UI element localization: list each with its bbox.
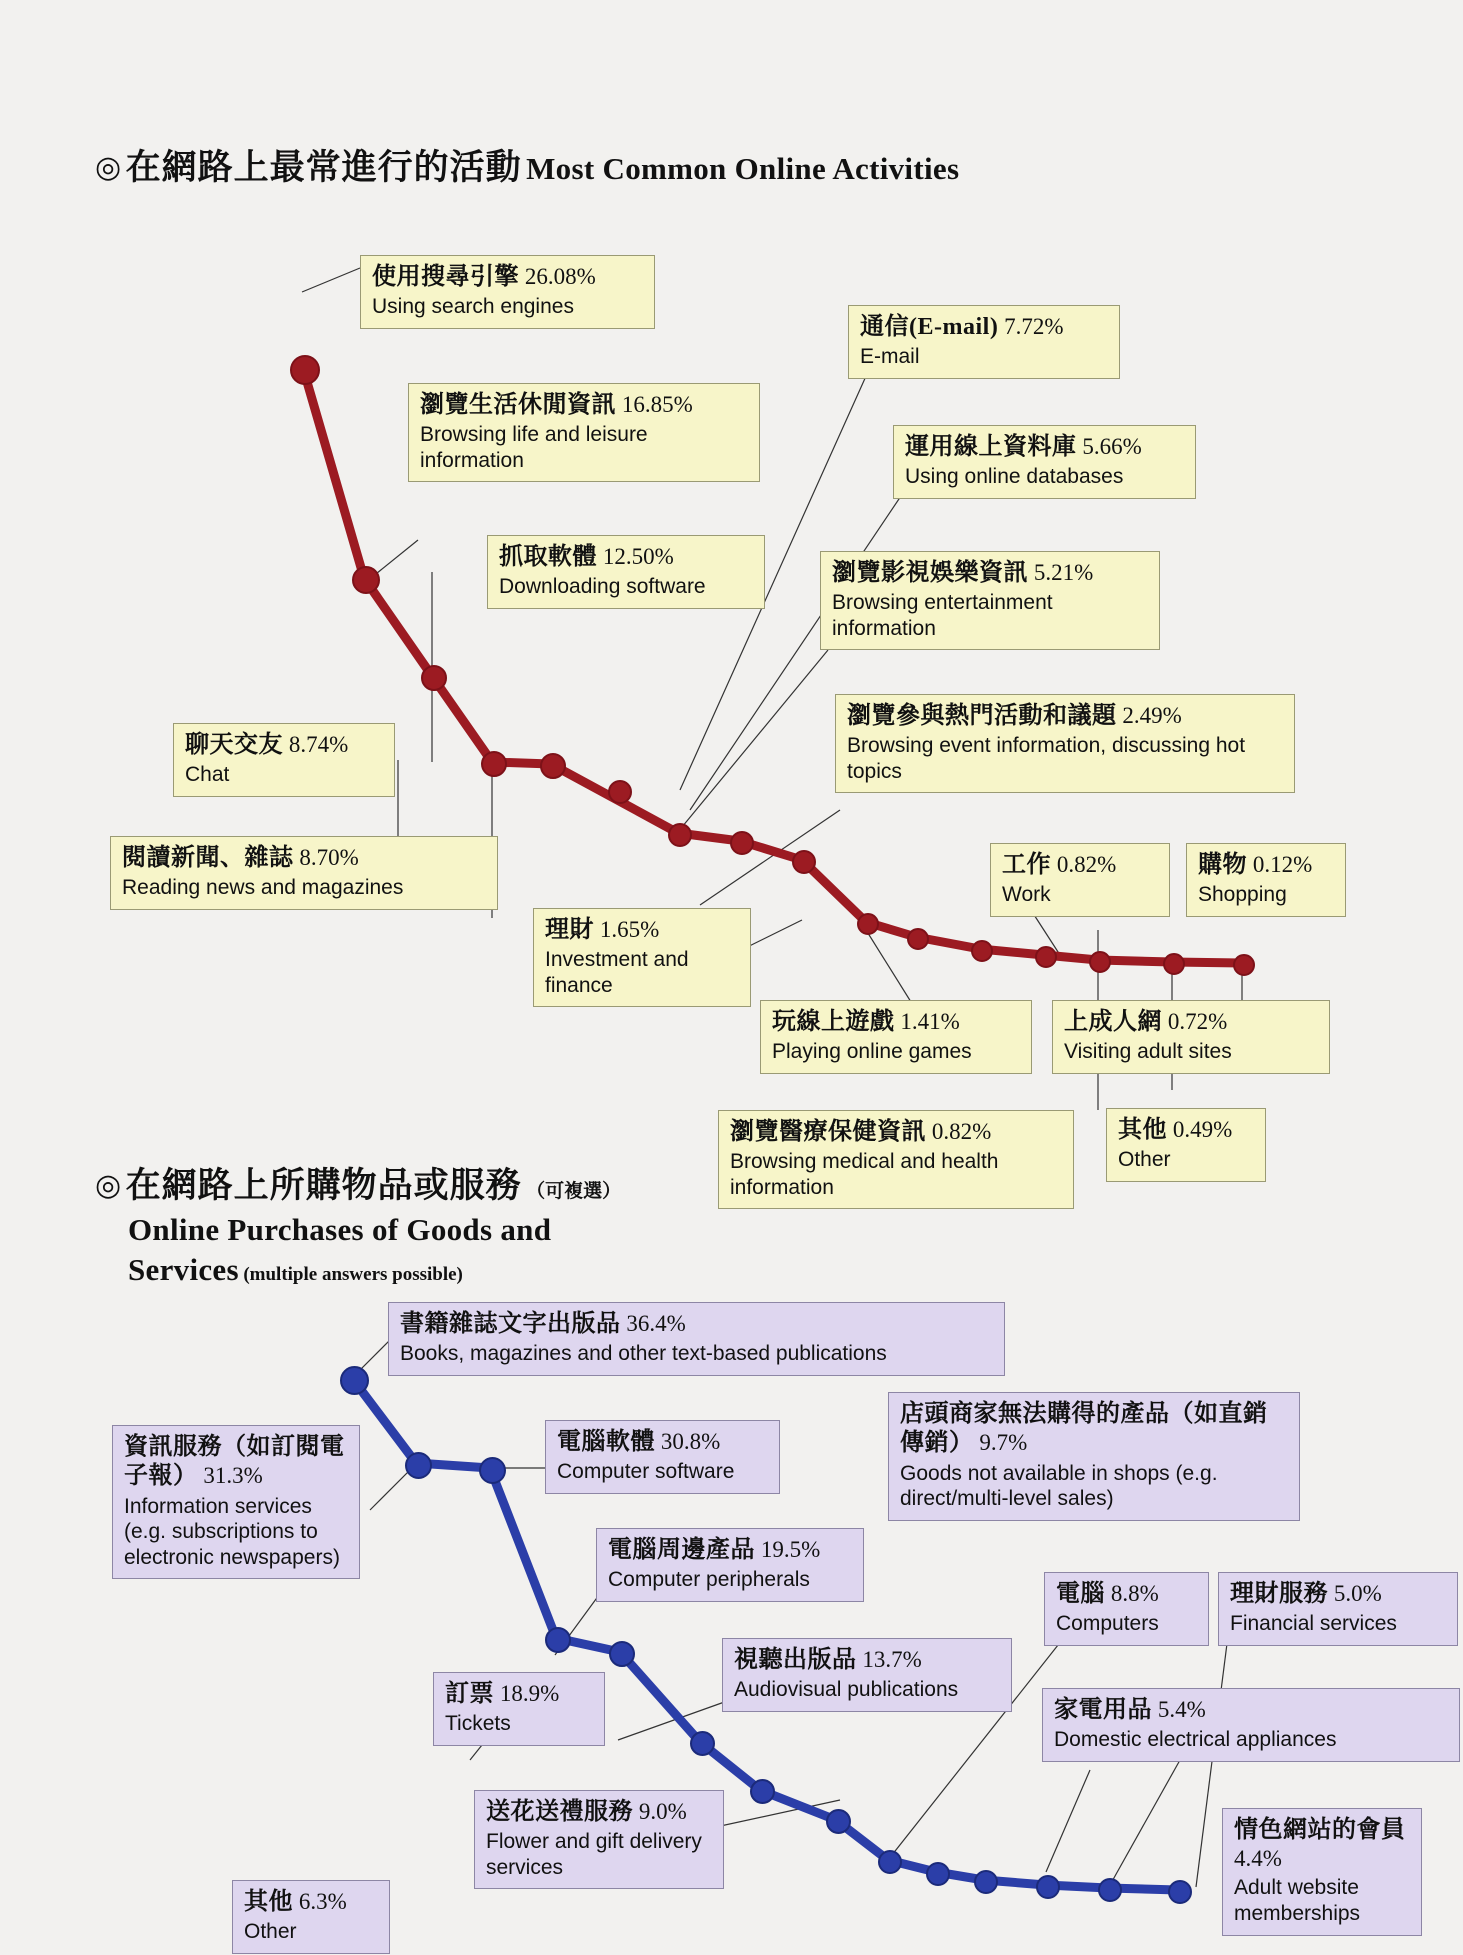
- callout-downloading-software: [487, 535, 765, 609]
- chart2-title-en-line2: Services: [128, 1252, 239, 1287]
- callout-adult-sites: [1052, 1000, 1330, 1074]
- label-en: Computer peripherals: [608, 1568, 810, 1592]
- label-cn: 瀏覽參與熱門活動和議題: [847, 703, 1117, 729]
- data-point: [857, 913, 879, 935]
- callout-using-search-engines: [360, 255, 655, 329]
- callout-information-services: [112, 1425, 360, 1579]
- callout-adult-website-memberships: [1222, 1808, 1422, 1936]
- label-pct: 0.82%: [931, 1119, 992, 1144]
- label-en: Other: [244, 1920, 297, 1944]
- data-point: [540, 753, 566, 779]
- data-point: [907, 928, 929, 950]
- label-cn: 抓取軟體: [499, 544, 597, 570]
- label-pct: 9.0%: [638, 1799, 687, 1824]
- data-point: [1089, 951, 1111, 973]
- label-cn: 書籍雜誌文字出版品: [400, 1311, 621, 1337]
- label-en: Books, magazines and other text-based publications: [400, 1342, 887, 1366]
- label-en: Browsing medical and health information: [730, 1150, 999, 1199]
- callout-investment-finance: [533, 908, 751, 1007]
- label-en: Computer software: [557, 1460, 735, 1484]
- label-en: Work: [1002, 883, 1051, 907]
- label-cn: 電腦: [1056, 1581, 1105, 1607]
- data-point: [690, 1731, 715, 1756]
- label-pct: 12.50%: [602, 544, 674, 569]
- data-point: [1163, 953, 1185, 975]
- label-pct: 5.66%: [1082, 434, 1142, 459]
- data-point: [290, 355, 320, 385]
- label-en: Investment and finance: [545, 948, 689, 997]
- label-en: Tickets: [445, 1712, 511, 1736]
- label-pct: 7.72%: [1004, 314, 1064, 339]
- data-point: [479, 1457, 506, 1484]
- label-cn: 情色網站的會員: [1234, 1817, 1406, 1843]
- label-pct: 8.8%: [1110, 1581, 1159, 1606]
- label-cn: 理財服務: [1230, 1581, 1328, 1607]
- callout-computer-peripherals: [596, 1528, 864, 1602]
- data-point: [609, 1641, 635, 1667]
- label-pct: 5.4%: [1157, 1697, 1206, 1722]
- chart2-title-cn: 在網路上所購物品或服務: [125, 1166, 522, 1205]
- label-en: Audiovisual publications: [734, 1678, 959, 1702]
- callout-computers: [1044, 1572, 1209, 1646]
- label-cn: 運用線上資料庫: [905, 434, 1077, 460]
- data-point: [421, 665, 447, 691]
- chart1-title-cn: 在網路上最常進行的活動: [125, 148, 522, 187]
- label-pct: 9.7%: [979, 1430, 1028, 1456]
- label-en: Using search engines: [372, 295, 574, 319]
- label-en: Goods not available in shops (e.g. direct/multi-level sales): [900, 1461, 1218, 1511]
- label-en: Browsing event information, discussing hot topics: [847, 734, 1246, 783]
- label-pct: 5.0%: [1333, 1581, 1382, 1606]
- label-pct: 2.49%: [1122, 703, 1182, 728]
- label-cn: 其他: [1118, 1117, 1167, 1143]
- bullet-icon-2: ◎: [95, 1169, 122, 1202]
- label-en: Browsing life and leisure information: [420, 423, 648, 472]
- label-pct: 18.9%: [499, 1681, 560, 1706]
- label-en: Visiting adult sites: [1064, 1040, 1232, 1064]
- label-pct: 19.5%: [760, 1537, 821, 1562]
- data-point: [926, 1862, 950, 1886]
- label-cn: 通信(E-mail): [860, 314, 999, 340]
- data-point: [826, 1809, 851, 1834]
- label-cn: 使用搜尋引擎: [372, 264, 519, 290]
- data-point: [1168, 1880, 1192, 1904]
- label-cn: 瀏覽影視娛樂資訊: [832, 560, 1028, 586]
- label-en: Flower and gift delivery services: [486, 1830, 702, 1879]
- label-cn: 家電用品: [1054, 1697, 1152, 1723]
- callout-other-1: [1106, 1108, 1266, 1182]
- data-point: [405, 1452, 432, 1479]
- label-cn: 玩線上遊戲: [772, 1009, 895, 1035]
- label-pct: 26.08%: [524, 264, 596, 289]
- label-en: Reading news and magazines: [122, 876, 404, 900]
- label-cn: 閱讀新聞、雜誌: [122, 845, 294, 871]
- label-pct: 0.12%: [1252, 852, 1313, 877]
- label-en: Financial services: [1230, 1612, 1397, 1636]
- callout-audiovisual-publications: [722, 1638, 1012, 1712]
- label-cn: 工作: [1002, 852, 1051, 878]
- label-pct: 36.4%: [626, 1311, 686, 1336]
- label-cn: 聊天交友: [185, 732, 283, 758]
- data-point: [668, 823, 692, 847]
- data-point: [974, 1870, 998, 1894]
- label-en: Browsing entertainment information: [832, 591, 1053, 640]
- callout-tickets: [433, 1672, 605, 1746]
- label-cn: 瀏覽醫療保健資訊: [730, 1119, 926, 1145]
- label-en: Chat: [185, 763, 230, 787]
- data-point: [1098, 1878, 1122, 1902]
- label-en: Information services (e.g. subscriptions to electronic newspapers): [124, 1494, 340, 1569]
- callout-domestic-appliances: [1042, 1688, 1460, 1762]
- callout-online-databases: [893, 425, 1196, 499]
- label-cn: 瀏覽生活休閒資訊: [420, 392, 616, 418]
- label-pct: 13.7%: [862, 1647, 922, 1672]
- data-point: [481, 751, 507, 777]
- label-pct: 8.74%: [288, 732, 349, 757]
- label-en: Other: [1118, 1148, 1171, 1172]
- label-pct: 1.41%: [900, 1009, 960, 1034]
- callout-email: [848, 305, 1120, 379]
- data-point: [608, 780, 632, 804]
- callout-work: [990, 843, 1170, 917]
- label-cn: 理財: [545, 917, 594, 943]
- callout-browsing-entertainment: [820, 551, 1160, 650]
- label-en: Adult website memberships: [1234, 1876, 1361, 1925]
- callout-books-magazines: [388, 1302, 1005, 1376]
- callout-flower-gift-delivery: [474, 1790, 724, 1889]
- label-en: E-mail: [860, 345, 920, 369]
- callout-medical-health: [718, 1110, 1074, 1209]
- label-cn: 電腦軟體: [557, 1429, 655, 1455]
- data-point: [878, 1850, 902, 1874]
- chart2-note-en: (multiple answers possible): [243, 1264, 463, 1285]
- data-point: [340, 1366, 369, 1395]
- label-cn: 其他: [244, 1889, 293, 1915]
- callout-financial-services: [1218, 1572, 1458, 1646]
- data-point: [545, 1627, 571, 1653]
- chart2-note-cn: （可複選）: [526, 1181, 622, 1202]
- data-point: [1035, 946, 1057, 968]
- label-cn: 資訊服務（如訂閱電子報）: [124, 1434, 345, 1490]
- label-pct: 0.82%: [1056, 852, 1117, 877]
- data-point: [750, 1779, 775, 1804]
- callout-browsing-life-leisure: [408, 383, 760, 482]
- callout-computer-software: [545, 1420, 780, 1494]
- label-cn: 店頭商家無法購得的產品（如直銷傳銷）: [900, 1401, 1268, 1457]
- label-pct: 0.72%: [1167, 1009, 1228, 1034]
- callout-online-games: [760, 1000, 1032, 1074]
- label-cn: 送花送禮服務: [486, 1799, 633, 1825]
- chart2-heading: [95, 1158, 621, 1288]
- callout-chat: [173, 723, 395, 797]
- label-pct: 6.3%: [298, 1889, 347, 1914]
- chart2-title-en-line1: Online Purchases of Goods and: [128, 1212, 552, 1247]
- label-cn: 購物: [1198, 852, 1247, 878]
- label-pct: 30.8%: [660, 1429, 721, 1454]
- bullet-icon: ◎: [95, 151, 122, 184]
- label-pct: 5.21%: [1033, 560, 1094, 585]
- callout-browsing-events-hot-topics: [835, 694, 1295, 793]
- label-pct: 16.85%: [621, 392, 693, 417]
- label-cn: 上成人網: [1064, 1009, 1162, 1035]
- label-en: Domestic electrical appliances: [1054, 1728, 1337, 1752]
- data-point: [792, 850, 816, 874]
- label-cn: 訂票: [445, 1681, 494, 1707]
- callout-reading-news-magazines: [110, 836, 498, 910]
- label-en: Using online databases: [905, 465, 1124, 489]
- data-point: [1233, 954, 1255, 976]
- chart1-title-en: Most Common Online Activities: [526, 151, 960, 186]
- label-pct: 31.3%: [203, 1463, 263, 1489]
- callout-other-2: [232, 1880, 390, 1954]
- label-pct: 0.49%: [1172, 1117, 1233, 1142]
- label-en: Computers: [1056, 1612, 1159, 1636]
- callout-goods-not-in-shops: [888, 1392, 1300, 1521]
- label-en: Shopping: [1198, 883, 1287, 907]
- label-pct: 8.70%: [299, 845, 359, 870]
- callout-shopping: [1186, 843, 1346, 917]
- label-pct: 1.65%: [599, 917, 660, 942]
- label-cn: 電腦周邊產品: [608, 1537, 755, 1563]
- data-point: [730, 831, 754, 855]
- label-pct: 4.4%: [1234, 1846, 1282, 1872]
- data-point: [1036, 1875, 1060, 1899]
- label-en: Downloading software: [499, 575, 706, 599]
- chart1-heading: [95, 140, 959, 190]
- label-en: Playing online games: [772, 1040, 972, 1064]
- label-cn: 視聽出版品: [734, 1647, 857, 1673]
- data-point: [352, 566, 380, 594]
- data-point: [971, 940, 993, 962]
